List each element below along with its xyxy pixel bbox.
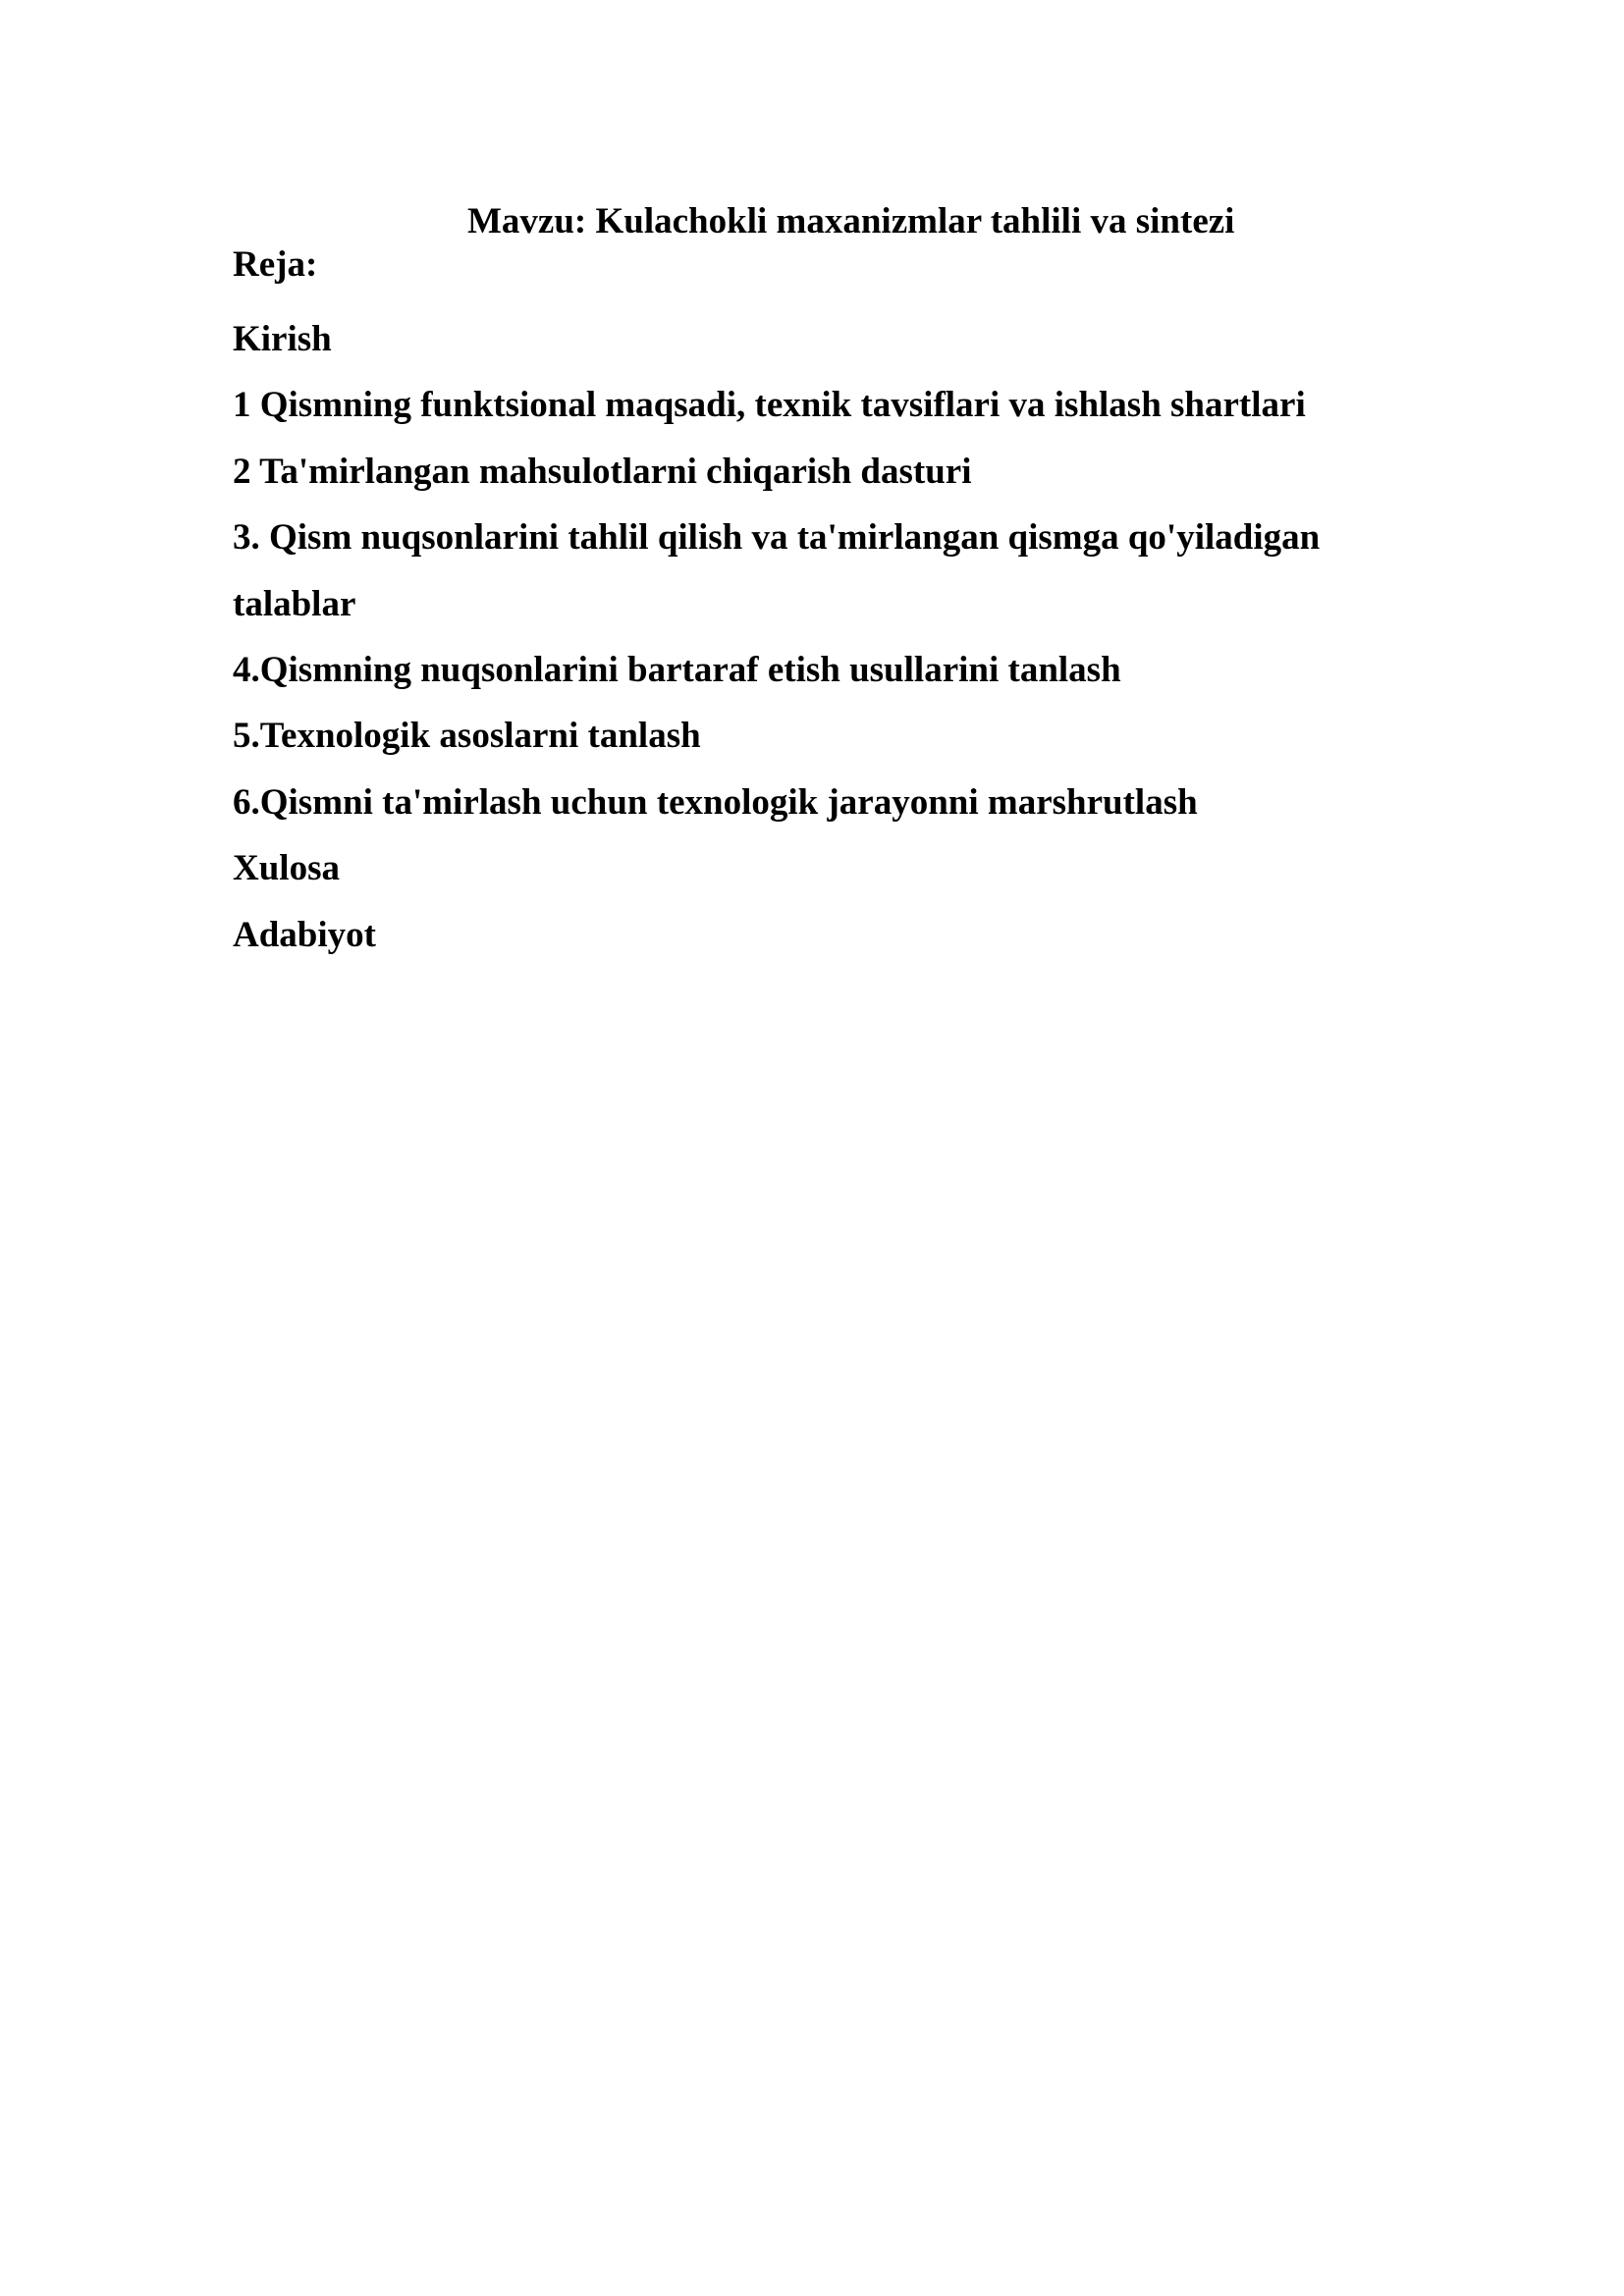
plan-item-introduction: Kirish	[233, 319, 332, 359]
plan-item-3: 3. Qism nuqsonlarini tahlil qilish va ta'mirlangan qismga qo'yiladigan	[233, 517, 1321, 559]
plan-item-6: 6.Qismni ta'mirlash uchun texnologik jarayonni marshrutlash	[233, 781, 1198, 823]
plan-item-1: 1 Qismning funktsional maqsadi, texnik tavsiflari va ishlash shartlari	[233, 385, 1306, 426]
plan-item-3-continued: talablar	[233, 583, 356, 624]
plan-list	[233, 306, 1450, 968]
plan-item-conclusion: Xulosa	[233, 848, 340, 889]
plan-item-2: 2 Ta'mirlangan mahsulotlarni chiqarish dasturi	[233, 451, 972, 492]
plan-section	[233, 241, 1450, 968]
plan-item-literature: Adabiyot	[233, 914, 376, 955]
plan-item-5: 5.Texnologik asoslarni tanlash	[233, 716, 701, 757]
document-title: Mavzu: Kulachokli maxanizmlar tahlili va sintezi	[467, 201, 1235, 241]
plan-item-4: 4.Qismning nuqsonlarini bartaraf etish usullarini tanlash	[233, 650, 1121, 691]
plan-heading: Reja:	[233, 244, 318, 285]
